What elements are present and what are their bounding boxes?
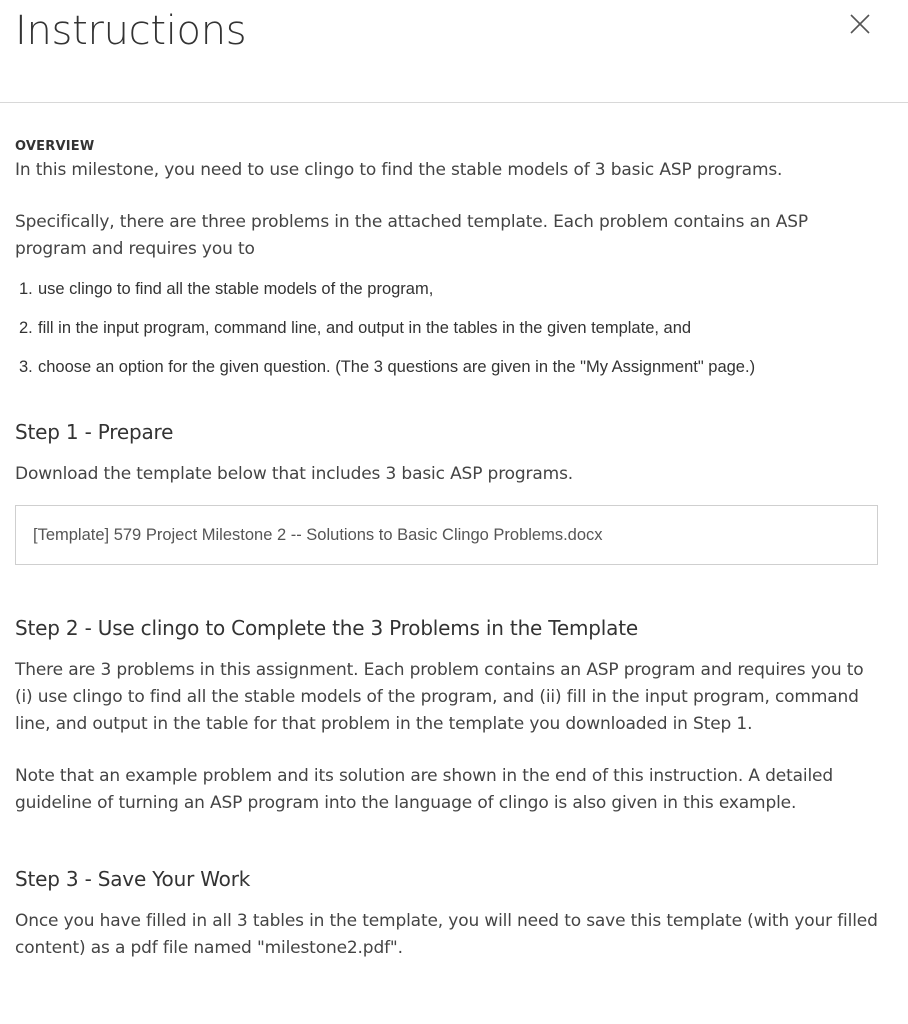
close-icon [846, 10, 874, 38]
step2-heading: Step 2 - Use clingo to Complete the 3 Problems in the Template [15, 616, 638, 640]
overview-intro: In this milestone, you need to use clingo to find the stable models of 3 basic ASP programs. [15, 160, 783, 180]
step3-heading: Step 3 - Save Your Work [15, 867, 251, 891]
list-item: 3. choose an option for the given question. (The 3 questions are given in the "My Assignment" page.) [19, 358, 756, 376]
step1-heading: Step 1 - Prepare [15, 420, 174, 444]
template-attachment-link[interactable] [15, 505, 878, 565]
step2-text: There are 3 problems in this assignment. Each problem contains an ASP program and requires you to (i) use clingo to find all the stable models of the program, and (ii) fill in the input program, command line, and output in the table for that problem in the template you downloaded in Step 1. [15, 660, 864, 734]
step2-note: Note that an example problem and its solution are shown in the end of this instruction. A detailed guideline of turning an ASP program into the language of clingo is also given in this example. [15, 766, 833, 813]
instructions-content [15, 138, 880, 962]
dialog-header [0, 0, 908, 103]
requirements-list [15, 279, 880, 377]
list-item: 1. use clingo to find all the stable models of the program, [19, 280, 434, 298]
close-button[interactable] [846, 10, 874, 38]
overview-specifically: Specifically, there are three problems in the attached template. Each problem contains an ASP program and requires you to [15, 212, 808, 259]
step1-text: Download the template below that includes 3 basic ASP programs. [15, 464, 574, 484]
list-item: 2. fill in the input program, command line, and output in the tables in the given template, and [19, 319, 692, 337]
dialog-title: Instructions [15, 8, 247, 54]
overview-label: OVERVIEW [15, 139, 95, 154]
attachment-filename: [Template] 579 Project Milestone 2 -- Solutions to Basic Clingo Problems.docx [33, 525, 603, 544]
step3-text: Once you have filled in all 3 tables in the template, you will need to save this template (with your filled content) as a pdf file named "milestone2.pdf". [15, 911, 878, 958]
